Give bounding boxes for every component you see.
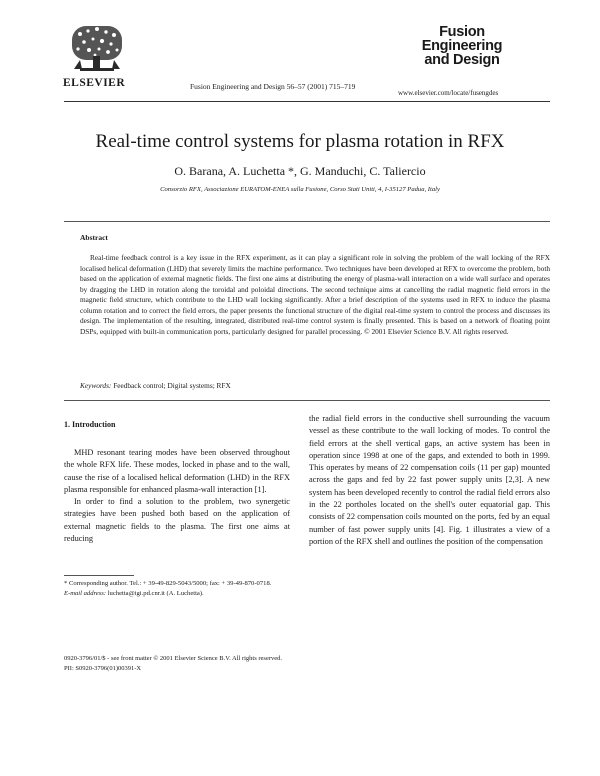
body-paragraph: In order to find a solution to the problem, two synergetic strategies have been pushed both based on the application of external magnetic fields to the plasma. The first one aims at reducing <box>64 497 290 544</box>
issn-line: 0920-3796/01/$ - see front matter © 2001 Elsevier Science B.V. All rights reserved. <box>64 655 283 662</box>
left-column-text <box>64 447 290 545</box>
journal-logo <box>402 25 522 67</box>
email-address[interactable]: luchetta@igi.pd.cnr.it (A. Luchetta). <box>107 589 204 597</box>
author-affiliation: Consorzio RFX, Associazione EURATOM-ENEA sulla Fusione, Corso Stati Uniti, 4, I-35127 Padua, Italy <box>160 186 440 193</box>
journal-citation: Fusion Engineering and Design 56–57 (2001) 715–719 <box>190 82 356 91</box>
journal-logo-line: Fusion <box>439 24 485 40</box>
author-list: O. Barana, A. Luchetta *, G. Manduchi, C. Taliercio <box>174 164 426 178</box>
email-label: E-mail address: <box>64 589 107 597</box>
header-divider <box>64 101 550 102</box>
body-paragraph: MHD resonant tearing modes have been observed throughout the whole RFX life. These modes, locked in phase and to the wall, cause the rise of a localised helical deformation (LHD) in the RFX plasma responsible for enhanced plasma-wall interaction [1]. <box>64 448 290 494</box>
keywords-line <box>80 381 231 390</box>
article-title: Real-time control systems for plasma rotation in RFX <box>95 131 505 152</box>
keywords-list: Feedback control; Digital systems; RFX <box>113 381 231 390</box>
footnote-divider <box>64 575 134 576</box>
abstract-heading: Abstract <box>80 233 108 242</box>
journal-url[interactable]: www.elsevier.com/locate/fusengdes <box>398 89 499 97</box>
abstract-top-divider <box>64 221 550 222</box>
section-heading-introduction: 1. Introduction <box>64 420 116 429</box>
right-column-text <box>309 413 550 548</box>
email-note <box>64 589 290 599</box>
elsevier-tree-logo <box>66 22 128 74</box>
front-matter-info <box>64 654 282 674</box>
pii-line: PII: S0920-3796(01)00391-X <box>64 664 142 672</box>
footnote <box>64 579 290 598</box>
journal-logo-line: Engineering <box>421 38 503 54</box>
journal-logo-line: and Design <box>424 52 500 68</box>
keywords-label: Keywords: <box>80 381 112 390</box>
abstract-bottom-divider <box>64 400 550 401</box>
abstract-body: Real-time feedback control is a key issue in the RFX experiment, as it can play a significant role in solving the problem of the wall locking of the RFX localised helical deformation (LHD) that severely limits the machine performance. Two techniques have been developed at RFX to overcome the problem, both based on the application of external magnetic fields. The first one aims at distributing the energy of plasma-wall interaction on a wide wall surface and operates by dragging the LHD in rotation along the toroidal and poloidal directions. The second technique aims at cancelling the radial magnetic field errors in the magnetic field structure, which contribute to the LHD wall locking significantly. After a brief description of the systems used in RFX to induce the plasma column rotation and to correct the field errors, the paper presents the functional structure of the digital real-time system to control the process and discusses its design. The implementation of the resulting, integrated, distributed real-time control system is finally presented. This is based on a network of floating point DSPs, equipped with built-in communication ports, particularly designed for parallel processing. © 2001 Elsevier Science B.V. All rights reserved. <box>80 253 550 336</box>
corresponding-author-note: * Corresponding author. Tel.: + 39-49-829-5043/5000; fax: + 39-49-870-0718. <box>64 580 272 587</box>
body-paragraph: the radial field errors in the conductive shell surrounding the vacuum vessel as these contribute to the wall locking of modes. To control the field errors at the shell vertical gaps, an active system has been in operation since 1998 at one of the gaps, and extended to both in 1999. This operates by means of 22 compensation coils (11 per gap) mounted across the gaps and fed by 22 fast power supply units [2,3]. A new system has been developed recently to control the radial field errors also in the 22 portholes located on the shell's outer equatorial gap. This consists of 22 compensation coils mounted on the ports, fed by an equal number of fast power supply units [4]. Fig. 1 illustrates a view of a portion of the RFX shell and outlines the position of the compensation <box>309 414 550 546</box>
publisher-name: ELSEVIER <box>63 77 126 89</box>
